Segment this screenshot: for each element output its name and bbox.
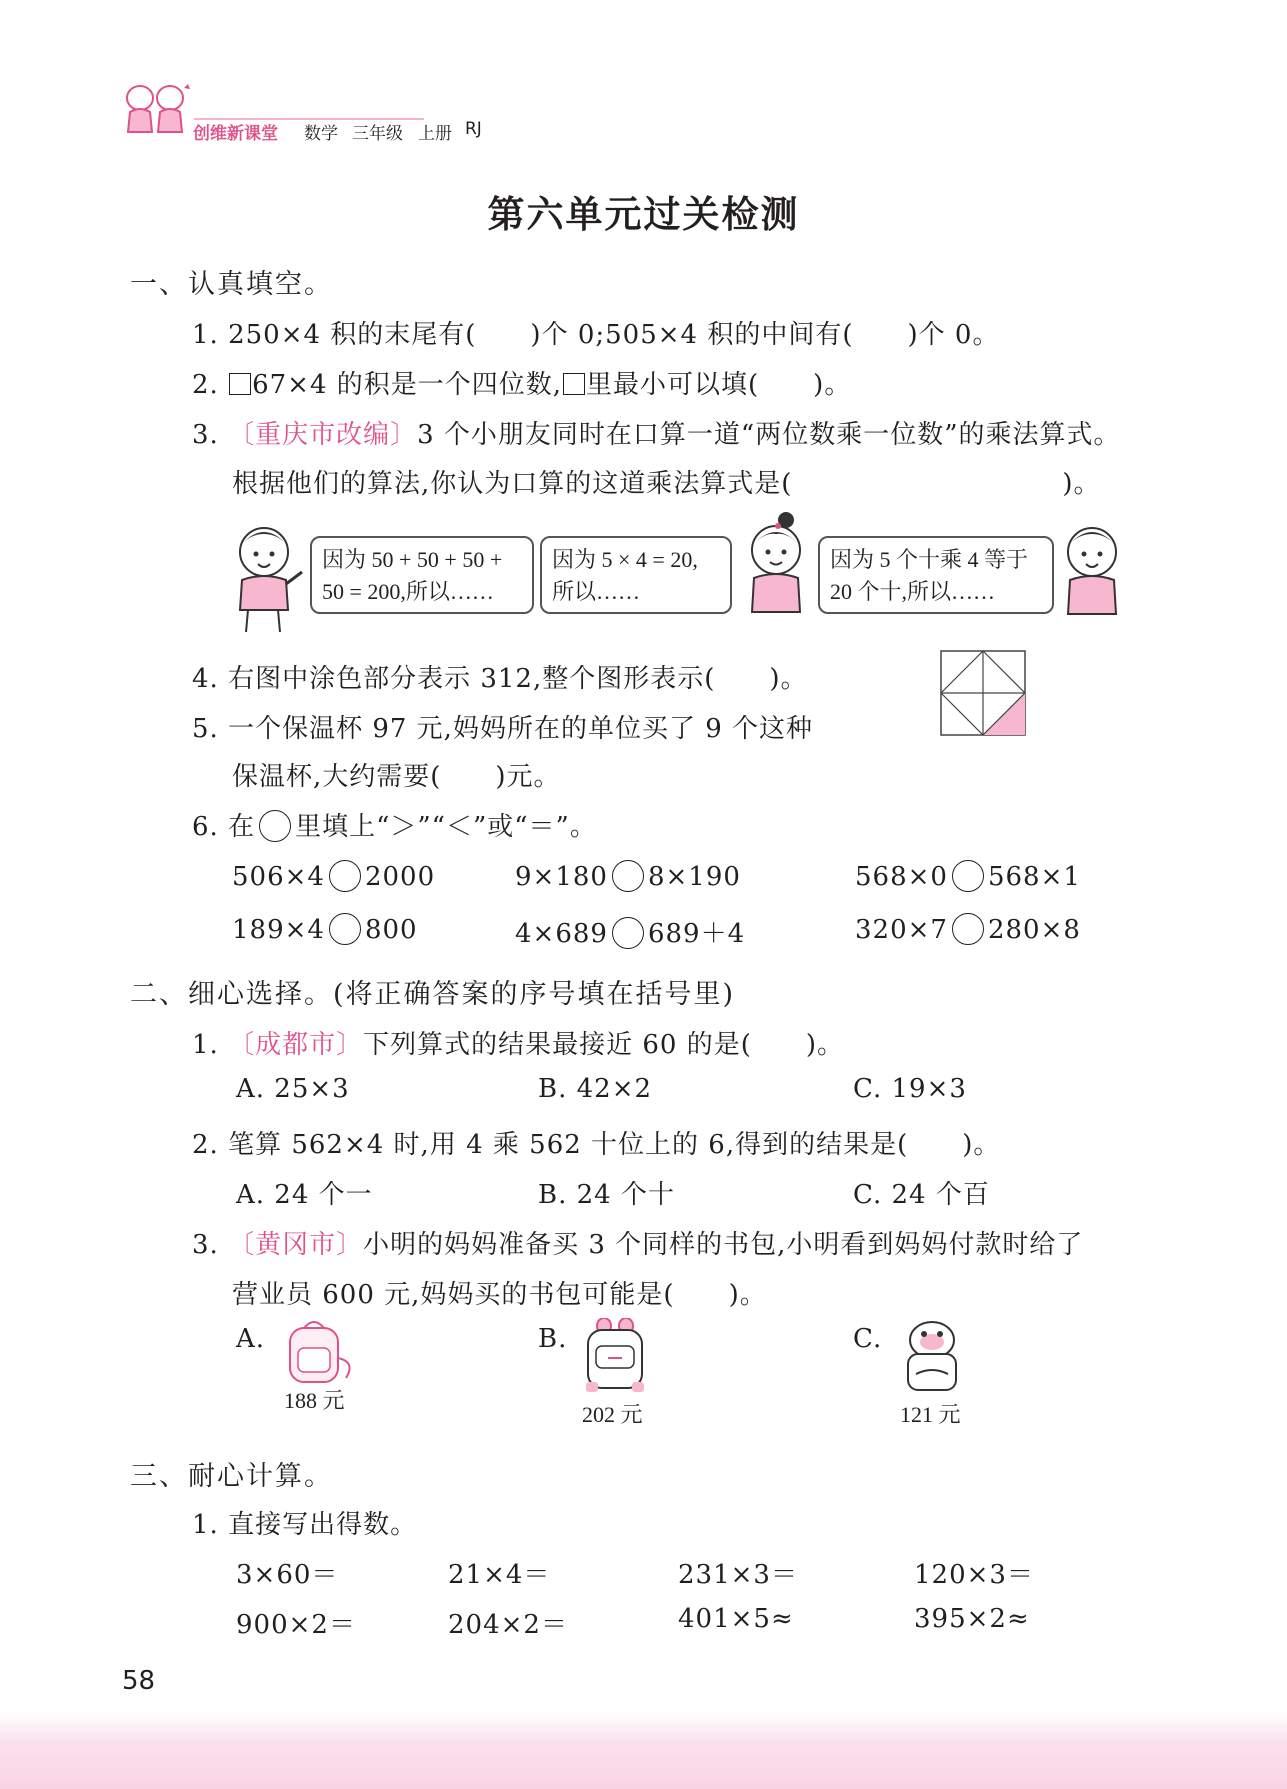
s1-q6 [192, 806, 597, 843]
shaded-square-figure [940, 650, 1026, 736]
compare-left: 320×7 [855, 915, 948, 945]
footer-band [0, 1712, 1287, 1789]
compare-circle[interactable] [612, 860, 644, 892]
speech-bubble-1 [310, 536, 534, 614]
source-tag: 〔重庆市改编〕 [228, 420, 418, 450]
option-a: A. 25×3 [236, 1074, 350, 1104]
compare-left: 4×689 [515, 919, 608, 949]
source-tag: 〔成都市〕 [228, 1030, 364, 1060]
s1-q2 [192, 364, 851, 401]
s1-q6-text-a: 6. 在 [192, 812, 256, 842]
speech-bubble-2 [540, 536, 732, 614]
section1-heading: 一、认真填空。 [130, 269, 333, 300]
backpack-c-image [896, 1318, 968, 1398]
s1-q1: 1. 250×4 积的末尾有( )个 0;505×4 积的中间有( )个 0。 [192, 320, 1000, 350]
s1-q3-number: 3. [192, 420, 219, 450]
s1-q6-text-b: 里填上“＞”“＜”或“＝”。 [295, 812, 597, 842]
compare-right: 280×8 [987, 915, 1081, 945]
s1-q2-text-b: 里最小可以填( )。 [586, 370, 852, 400]
bag-c-price: 121 元 [900, 1402, 961, 1427]
calc-item: 395×2≈ [914, 1604, 1030, 1634]
source-tag: 〔黄冈市〕 [228, 1230, 364, 1260]
s1-q3-line2: 根据他们的算法,你认为口算的这道乘法算式是( )。 [232, 469, 1101, 499]
s1-q2-number: 2. [192, 370, 219, 400]
compare-circle[interactable] [952, 860, 984, 892]
header-grade: 三年级 [352, 124, 403, 144]
option-a: A. 24 个一 [236, 1180, 373, 1210]
girl-illustration [740, 512, 814, 624]
speech-bubble-3 [818, 536, 1054, 614]
compare-item [232, 860, 435, 892]
bubble2-line1: 因为 5 × 4 = 20, [552, 547, 698, 572]
calc-item: 3×60＝ [236, 1560, 339, 1590]
page-title: 第六单元过关检测 [487, 193, 800, 236]
compare-item [515, 913, 745, 950]
s1-q3-text: 3 个小朋友同时在口算一道“两位数乘一位数”的乘法算式。 [417, 420, 1121, 450]
bubble1-line2: 50 = 200,所以…… [322, 579, 494, 604]
compare-item [855, 860, 1081, 892]
backpack-b-image [578, 1318, 652, 1398]
compare-left: 9×180 [515, 862, 608, 892]
page-number: 58 [122, 1666, 156, 1696]
header-subject: 数学 [304, 124, 338, 144]
calc-item: 204×2＝ [448, 1610, 568, 1640]
compare-circle [259, 810, 291, 842]
compare-right: 2000 [364, 862, 436, 892]
s2-q1-number: 1. [192, 1030, 219, 1060]
option-b: B. 24 个十 [538, 1180, 675, 1210]
s2-q3-line2: 营业员 600 元,妈妈买的书包可能是( )。 [232, 1280, 767, 1310]
calc-item: 21×4＝ [448, 1560, 551, 1590]
header-edition: RJ [465, 119, 482, 139]
bubble3-line1: 因为 5 个十乘 4 等于 [830, 547, 1029, 572]
compare-left: 568×0 [855, 862, 948, 892]
section3-heading: 三、耐心计算。 [130, 1461, 333, 1492]
s2-q2: 2. 笔算 562×4 时,用 4 乘 562 十位上的 6,得到的结果是( )。 [192, 1130, 1001, 1160]
compare-right: 8×190 [647, 862, 741, 892]
bag-option-b-label: B. [538, 1324, 568, 1354]
bubble1-line1: 因为 50 + 50 + 50 + [322, 547, 503, 572]
s1-q4: 4. 右图中涂色部分表示 312,整个图形表示( )。 [192, 664, 808, 694]
compare-item [232, 913, 418, 945]
s1-q5-line2: 保温杯,大约需要( )元。 [232, 762, 561, 792]
option-c: C. 19×3 [853, 1074, 967, 1104]
compare-circle[interactable] [329, 913, 361, 945]
calc-item: 120×3＝ [914, 1560, 1034, 1590]
compare-circle[interactable] [612, 917, 644, 949]
compare-circle[interactable] [329, 860, 361, 892]
section2-heading: 二、细心选择。(将正确答案的序号填在括号里) [130, 979, 736, 1010]
calc-item: 900×2＝ [236, 1610, 356, 1640]
boy-illustration [228, 522, 304, 634]
bubble2-line2: 所以…… [552, 579, 641, 604]
compare-left: 506×4 [232, 862, 325, 892]
compare-right: 800 [364, 915, 418, 945]
blank-square [229, 373, 251, 395]
bag-b-price: 202 元 [582, 1402, 643, 1427]
s1-q2-text-a: 67×4 的积是一个四位数, [252, 370, 563, 400]
bag-option-c-label: C. [853, 1324, 883, 1354]
compare-right: 568×1 [987, 862, 1081, 892]
boy2-illustration [1056, 522, 1128, 634]
backpack-a-image [276, 1318, 360, 1386]
option-c: C. 24 个百 [853, 1180, 990, 1210]
option-b: B. 42×2 [538, 1074, 653, 1104]
calc-item: 231×3＝ [678, 1560, 798, 1590]
brand-name: 创维新课堂 [193, 124, 278, 144]
s2-q1 [192, 1024, 844, 1061]
s2-q3-text: 小明的妈妈准备买 3 个同样的书包,小明看到妈妈付款时给了 [363, 1230, 1084, 1260]
header-volume: 上册 [418, 124, 452, 144]
bubble3-line2: 20 个十,所以…… [830, 579, 996, 604]
s1-q5: 5. 一个保温杯 97 元,妈妈所在的单位买了 9 个这种 [192, 714, 814, 744]
s2-q1-text: 下列算式的结果最接近 60 的是( )。 [363, 1030, 844, 1060]
calc-item: 401×5≈ [678, 1604, 794, 1634]
compare-right: 689＋4 [647, 919, 746, 949]
s3-q1: 1. 直接写出得数。 [192, 1510, 418, 1540]
bag-option-a-label: A. [236, 1324, 266, 1354]
header-kids-logo [118, 80, 198, 142]
compare-circle[interactable] [952, 913, 984, 945]
compare-item [855, 913, 1081, 945]
compare-item [515, 860, 741, 892]
s2-q3-number: 3. [192, 1230, 219, 1260]
s2-q3 [192, 1224, 1083, 1261]
bag-a-price: 188 元 [284, 1388, 345, 1413]
compare-left: 189×4 [232, 915, 325, 945]
blank-square [563, 373, 585, 395]
s1-q3 [192, 414, 1121, 451]
